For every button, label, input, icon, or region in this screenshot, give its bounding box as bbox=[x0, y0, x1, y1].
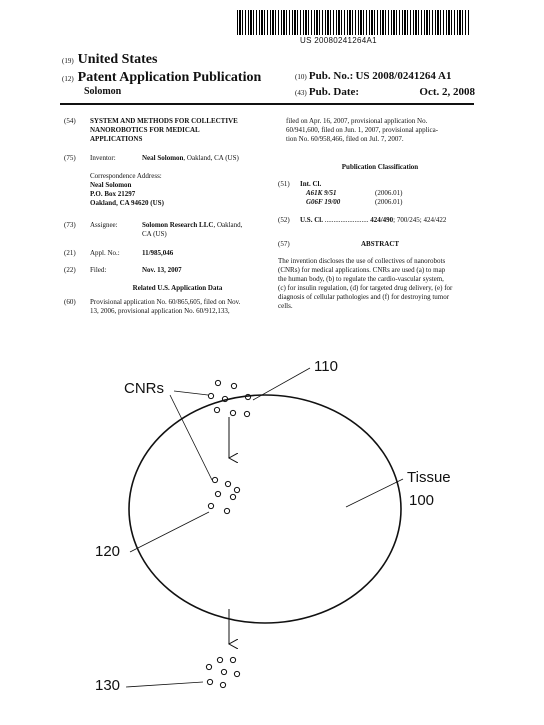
int-cl-1: A61K 9/51 bbox=[306, 189, 337, 197]
appl-no-label: Appl. No.: bbox=[90, 249, 120, 257]
inid-54: (54) bbox=[64, 117, 76, 125]
tissue-ellipse bbox=[129, 395, 401, 623]
us-cl-main: 424/490 bbox=[370, 216, 394, 224]
us-cl-rest: ; 700/245; 424/422 bbox=[393, 216, 447, 224]
continued-line-1: filed on Apr. 16, 2007, provisional application No. bbox=[286, 117, 428, 125]
label-cnrs: CNRs bbox=[124, 380, 164, 397]
continued-line-2: 60/941,600, filed on Jun. 1, 2007, provisional applica- bbox=[286, 126, 439, 134]
us-cl-dots: ......................... bbox=[324, 216, 369, 224]
label-110: 110 bbox=[314, 358, 338, 375]
publication-classification-heading: Publication Classification bbox=[341, 163, 419, 171]
inid-22: (22) bbox=[64, 266, 76, 274]
provisional-line-2: 13, 2006, provisional application No. 60/912,133, bbox=[90, 307, 230, 315]
inid-10: (10) bbox=[295, 73, 307, 81]
title-line-3: APPLICATIONS bbox=[90, 135, 143, 143]
filed-label: Filed: bbox=[90, 266, 107, 274]
continued-line-3: tion No. 60/958,466, filed on Jul. 7, 2007. bbox=[286, 135, 404, 143]
cnr-group-130 bbox=[206, 657, 239, 687]
cnrs-leader-2 bbox=[170, 395, 212, 480]
assignee-name: Solomon Research LLC bbox=[142, 221, 214, 229]
label-100: 100 bbox=[409, 492, 435, 509]
inid-57: (57) bbox=[278, 240, 290, 248]
cnr-group-120 bbox=[208, 477, 239, 513]
label-tissue: Tissue bbox=[407, 469, 451, 486]
abstract-line: (c) for insulin regulation, (d) for targeted drug delivery, (e) for bbox=[278, 284, 453, 292]
inid-12: (12) bbox=[62, 75, 74, 83]
int-cl-1-version: (2006.01) bbox=[375, 189, 403, 197]
inid-43: (43) bbox=[295, 89, 307, 97]
inid-19: (19) bbox=[62, 57, 74, 65]
title-line-2: NANOROBOTICS FOR MEDICAL bbox=[90, 126, 200, 134]
inid-75: (75) bbox=[64, 154, 76, 162]
related-data-heading: Related U.S. Application Data bbox=[132, 284, 223, 292]
inventor-location: , Oakland, CA (US) bbox=[183, 154, 239, 162]
provisional-line-1: Provisional application No. 60/865,605, filed on Nov. bbox=[90, 298, 241, 306]
assignee-location-2: CA (US) bbox=[142, 230, 167, 238]
title-line-1: SYSTEM AND METHODS FOR COLLECTIVE bbox=[90, 117, 238, 125]
abstract-line: (CNRs) for medical applications. CNRs are used (a) to map bbox=[278, 266, 446, 274]
document-type: Patent Application Publication bbox=[77, 70, 262, 85]
correspondence-name: Neal Solomon bbox=[90, 181, 132, 189]
inid-51: (51) bbox=[278, 180, 290, 188]
filed-value: Nov. 13, 2007 bbox=[142, 266, 182, 274]
correspondence-city: Oakland, CA 94620 (US) bbox=[90, 199, 164, 207]
assignee-location-1: , Oakland, bbox=[213, 221, 243, 229]
inid-73: (73) bbox=[64, 221, 76, 229]
int-cl-2-version: (2006.01) bbox=[375, 198, 403, 206]
pub-date: Oct. 2, 2008 bbox=[419, 86, 475, 98]
label-130: 130 bbox=[95, 677, 121, 694]
int-cl-label: Int. Cl. bbox=[300, 180, 322, 188]
leader-tissue bbox=[346, 479, 403, 507]
assignee-label: Assignee: bbox=[90, 221, 118, 229]
barcode-number: US 20080241264A1 bbox=[300, 36, 377, 45]
pub-date-label: Pub. Date: bbox=[308, 86, 360, 98]
abstract-line: the human body, (b) to regulate the cardio-vascular system, bbox=[278, 275, 444, 283]
leader-130 bbox=[126, 682, 203, 687]
pub-no: US 2008/0241264 A1 bbox=[355, 70, 452, 82]
us-cl-label: U.S. Cl. bbox=[300, 216, 323, 224]
abstract-line: diagnosis of cellular pathologies and (f) for destroying tumor bbox=[278, 293, 450, 301]
inid-52: (52) bbox=[278, 216, 290, 224]
abstract-line: The invention discloses the use of collectives of nanorobots bbox=[278, 257, 446, 265]
inid-60: (60) bbox=[64, 298, 76, 306]
correspondence-pobox: P.O. Box 21297 bbox=[90, 190, 136, 198]
abstract-line: cells. bbox=[278, 302, 293, 310]
inventor-name: Neal Solomon bbox=[142, 154, 184, 162]
appl-no-value: 11/985,046 bbox=[142, 249, 174, 257]
int-cl-2: G06F 19/00 bbox=[306, 198, 341, 206]
inid-21: (21) bbox=[64, 249, 76, 257]
cnrs-leader-1 bbox=[174, 391, 208, 395]
pub-no-label: Pub. No.: bbox=[308, 70, 354, 82]
correspondence-label: Correspondence Address: bbox=[90, 172, 162, 180]
country: United States bbox=[77, 52, 158, 67]
abstract-heading: ABSTRACT bbox=[360, 240, 400, 248]
label-120: 120 bbox=[95, 543, 121, 560]
inventor-label: Inventor: bbox=[90, 154, 116, 162]
header-inventor: Solomon bbox=[84, 86, 122, 97]
leader-120 bbox=[130, 512, 209, 552]
